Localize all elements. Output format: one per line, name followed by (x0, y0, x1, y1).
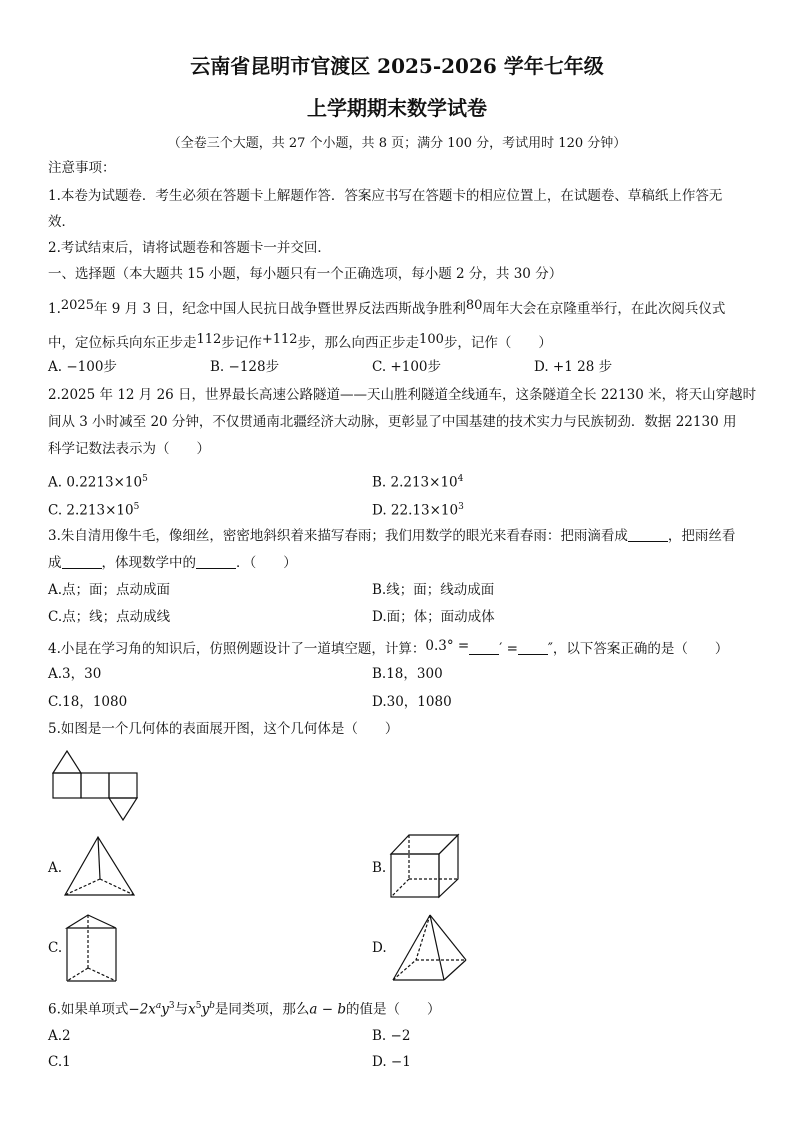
q3-option-a: A.点；面；点动成面 (48, 582, 171, 598)
note-1-cont: 效． (48, 214, 75, 230)
tetrahedron-figure (62, 834, 138, 898)
q2-line-1: 2.2025 年 12 月 26 日，世界最长高速公路隧道——天山胜利隧道全线通车，这条隧道全长 22130 米，将天山穿越时 (48, 387, 757, 403)
q6-option-b: B. −2 (372, 1028, 411, 1044)
q1-line-1: 1.$^{2025}$年 9 月 3 日，纪念中国人民抗日战争暨世界反法西斯战争胜利$^{80}$周年大会在京隆重举行，在此次阅兵仪式 (48, 298, 726, 317)
q3-blank-2 (62, 554, 102, 569)
section-1-heading: 一、选择题（本大题共 15 小题，每小题只有一个正确选项，每小题 2 分，共 30 分） (48, 266, 563, 282)
q6-option-d: D. −1 (372, 1054, 411, 1070)
q1-option-b: B. −128步 (210, 359, 280, 375)
q4-option-b: B.18，300 (372, 666, 443, 682)
q4-option-c: C.18，1080 (48, 694, 128, 710)
q3-option-c: C.点；线；点动成线 (48, 609, 171, 625)
q4-option-a: A.3，30 (48, 666, 102, 682)
exam-info: （全卷三个大题，共 27 个小题，共 8 页；满分 100 分，考试用时 120 分钟） (167, 136, 627, 151)
q4-line: 4.小昆在学习角的知识后，仿照例题设计了一道填空题，计算：0.3° = ′ = ″，以下答案正确的是（ ） (48, 638, 729, 657)
q5-option-d-label: D. (372, 940, 387, 956)
q3-blank-1 (628, 527, 668, 542)
q3-line-2: 成 ，体现数学中的 ．（ ） (48, 555, 297, 571)
q2-option-a: A. $0.2213\times 10^5$ (48, 474, 148, 491)
q2-line-3: 科学记数法表示为（ ） (48, 441, 210, 457)
note-1: 1.本卷为试题卷．考生必须在答题卡上解题作答．答案应书写在答题卡的相应位置上，在试题卷、草稿纸上作答无 (48, 188, 723, 204)
q3-option-d: D.面；体；面动成体 (372, 609, 495, 625)
q5-option-a-label: A. (48, 860, 63, 876)
q5-stem: 5.如图是一个几何体的表面展开图，这个几何体是（ ） (48, 721, 399, 737)
exam-subtitle: 上学期期末数学试卷 (307, 96, 487, 120)
q6-line: 6.如果单项式$-2x^ay^3$与$x^5y^b$是同类项，那么a − b的值是（ ） (48, 1001, 441, 1018)
q1-option-c: C. +100步 (372, 359, 442, 375)
q3-line-1: 3.朱自清用像牛毛，像细丝，密密地斜织着来描写春雨；我们用数学的眼光来看春雨：把雨滴看成 ，把雨丝看 (48, 528, 736, 544)
q5-option-c-label: C. (48, 940, 63, 956)
notes-heading: 注意事项： (48, 160, 116, 176)
q2-line-2: 间从 3 小时减至 20 分钟，不仅贯通南北疆经济大动脉，更彰显了中国基建的技术实力与民族韧劲．数据 22130 用 (48, 414, 737, 430)
exam-title: 云南省昆明市官渡区 2025-2026 学年七年级 (190, 54, 604, 78)
q4-option-d: D.30，1080 (372, 694, 452, 710)
q6-option-c: C.1 (48, 1054, 71, 1070)
square-pyramid-figure (390, 912, 470, 984)
prism-net-figure (50, 748, 140, 824)
q5-option-b-label: B. (372, 860, 387, 876)
q1-line-2: 中，定位标兵向东正步走$^{112}$步记作$^{+112}$步，那么向西正步走$^{100}$步，记作（ ） (48, 332, 552, 351)
note-2: 2.考试结束后，请将试题卷和答题卡一并交回． (48, 240, 331, 256)
triangular-prism-figure (64, 912, 120, 984)
q1-option-a: A. −100步 (48, 359, 117, 375)
q3-blank-3 (196, 554, 236, 569)
q4-blank-1 (469, 640, 499, 655)
cube-figure (388, 832, 462, 900)
q4-blank-2 (518, 640, 548, 655)
q1-option-d: D. +1 28 步 (534, 359, 613, 375)
q3-option-b: B.线；面；线动成面 (372, 582, 495, 598)
q2-option-d: D. $22.13\times 10^3$ (372, 502, 464, 519)
q2-option-b: B. $2.213\times 10^4$ (372, 474, 464, 491)
q6-option-a: A.2 (48, 1028, 71, 1044)
q2-option-c: C. $2.213\times 10^5$ (48, 502, 140, 519)
